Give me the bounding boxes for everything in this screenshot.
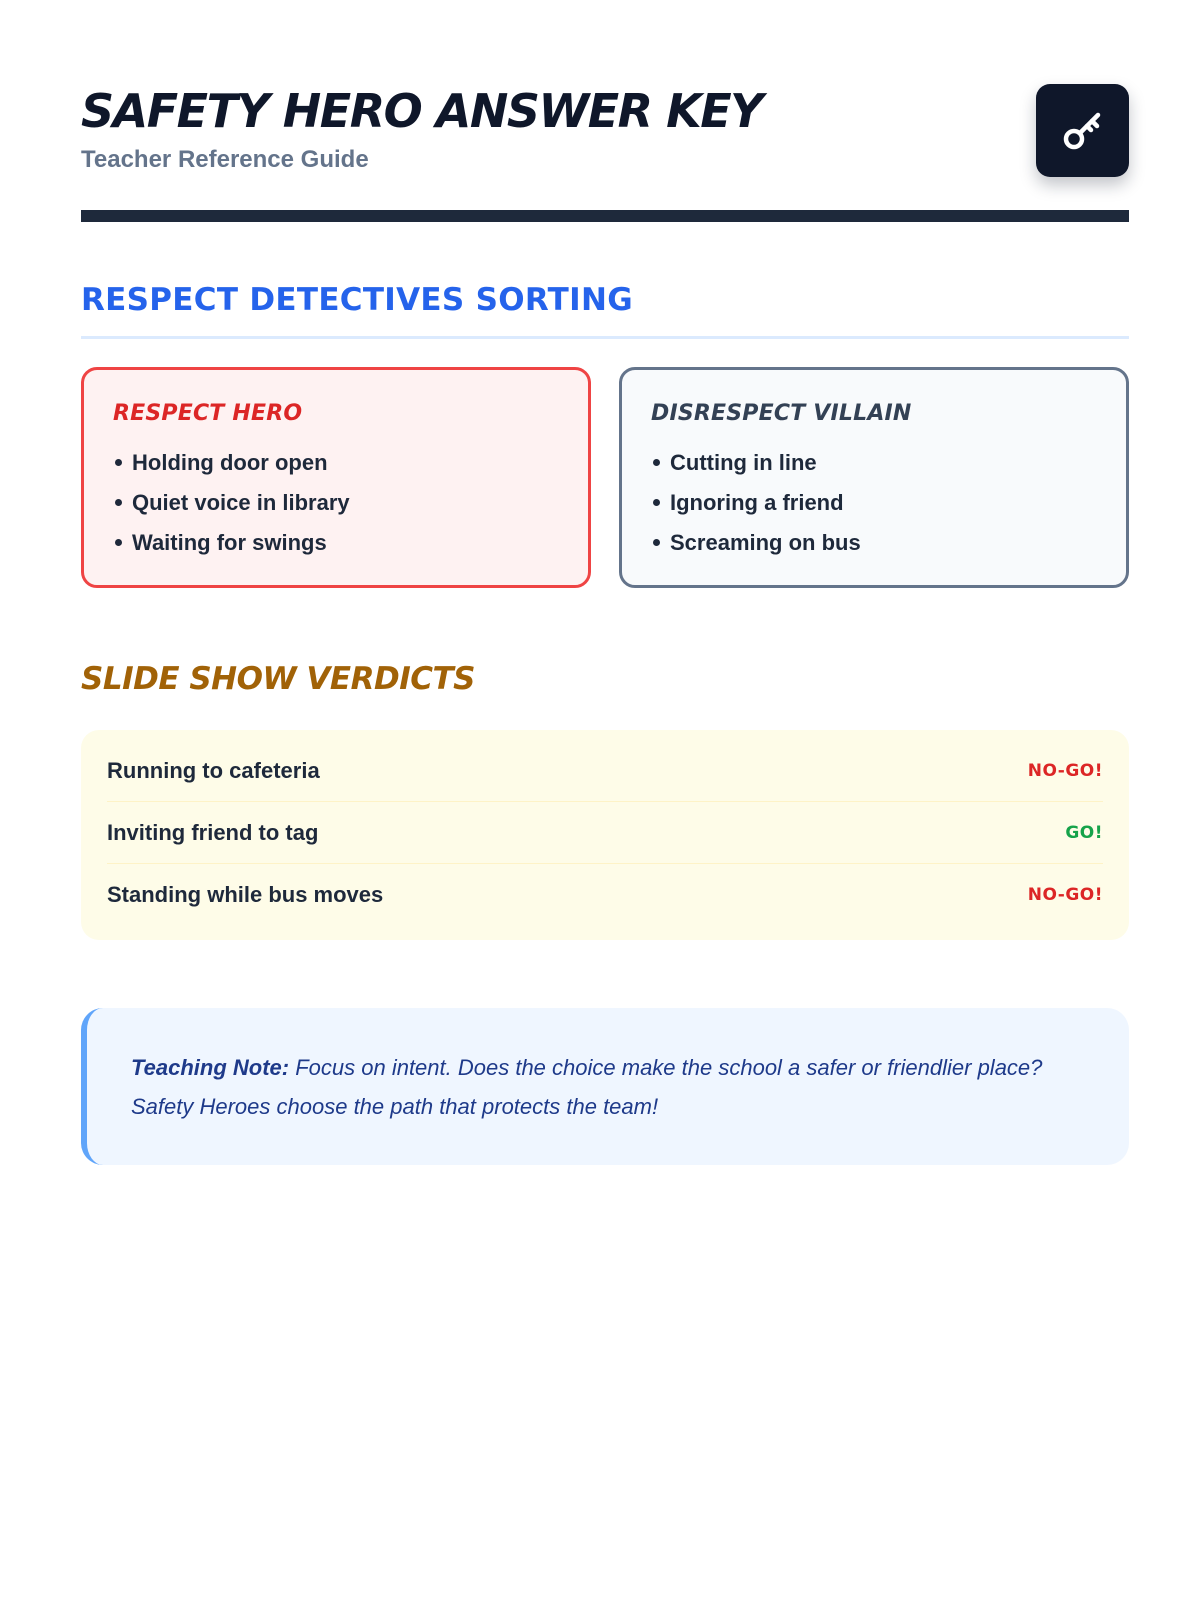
bullet-icon [115, 499, 122, 506]
header-divider [81, 210, 1129, 222]
verdict-scenario: Standing while bus moves [107, 882, 384, 907]
respect-hero-title: RESPECT HERO [113, 401, 303, 426]
teaching-note [81, 1008, 1129, 1165]
key-icon [1058, 106, 1108, 156]
teaching-note-label: Teaching Note: [131, 1055, 290, 1080]
bullet-icon [653, 499, 660, 506]
answer-key-page [81, 0, 1129, 1600]
list-item: Holding door open [113, 443, 559, 483]
disrespect-villain-card [619, 367, 1129, 588]
key-badge [1036, 84, 1129, 177]
sorting-section-divider [81, 336, 1129, 339]
bullet-icon [115, 539, 122, 546]
page-title: SAFETY HERO ANSWER KEY [81, 84, 762, 138]
page-subtitle: Teacher Reference Guide [81, 146, 369, 173]
bullet-icon [653, 459, 660, 466]
bullet-icon [115, 459, 122, 466]
list-item: Quiet voice in library [113, 483, 559, 523]
list-item: Ignoring a friend [651, 483, 1097, 523]
respect-hero-list [113, 443, 559, 563]
verdict-row [107, 740, 1103, 802]
verdict-badge: NO-GO! [1027, 760, 1103, 781]
verdicts-section-title: SLIDE SHOW VERDICTS [81, 661, 475, 697]
teaching-note-body: Focus on intent. Does the choice make the school a safer or friendlier place? Safety Heroes choose the path that protects the team! [131, 1055, 1043, 1119]
list-item: Cutting in line [651, 443, 1097, 483]
verdict-scenario: Inviting friend to tag [107, 819, 319, 845]
respect-hero-card [81, 367, 591, 588]
sorting-section-title: RESPECT DETECTIVES SORTING [81, 282, 633, 318]
verdicts-panel [81, 730, 1129, 940]
list-item: Screaming on bus [651, 523, 1097, 563]
page-header [81, 84, 1129, 180]
verdict-badge: NO-GO! [1027, 885, 1103, 905]
bullet-icon [653, 539, 660, 546]
verdict-row [107, 864, 1103, 926]
teaching-note-text [131, 1048, 1085, 1126]
disrespect-villain-list [651, 443, 1097, 563]
verdict-scenario: Running to cafeteria [107, 757, 320, 783]
list-item: Waiting for swings [113, 523, 559, 563]
verdict-row [107, 802, 1103, 864]
disrespect-villain-title: DISRESPECT VILLAIN [651, 401, 912, 426]
verdict-badge: GO! [1065, 822, 1103, 843]
